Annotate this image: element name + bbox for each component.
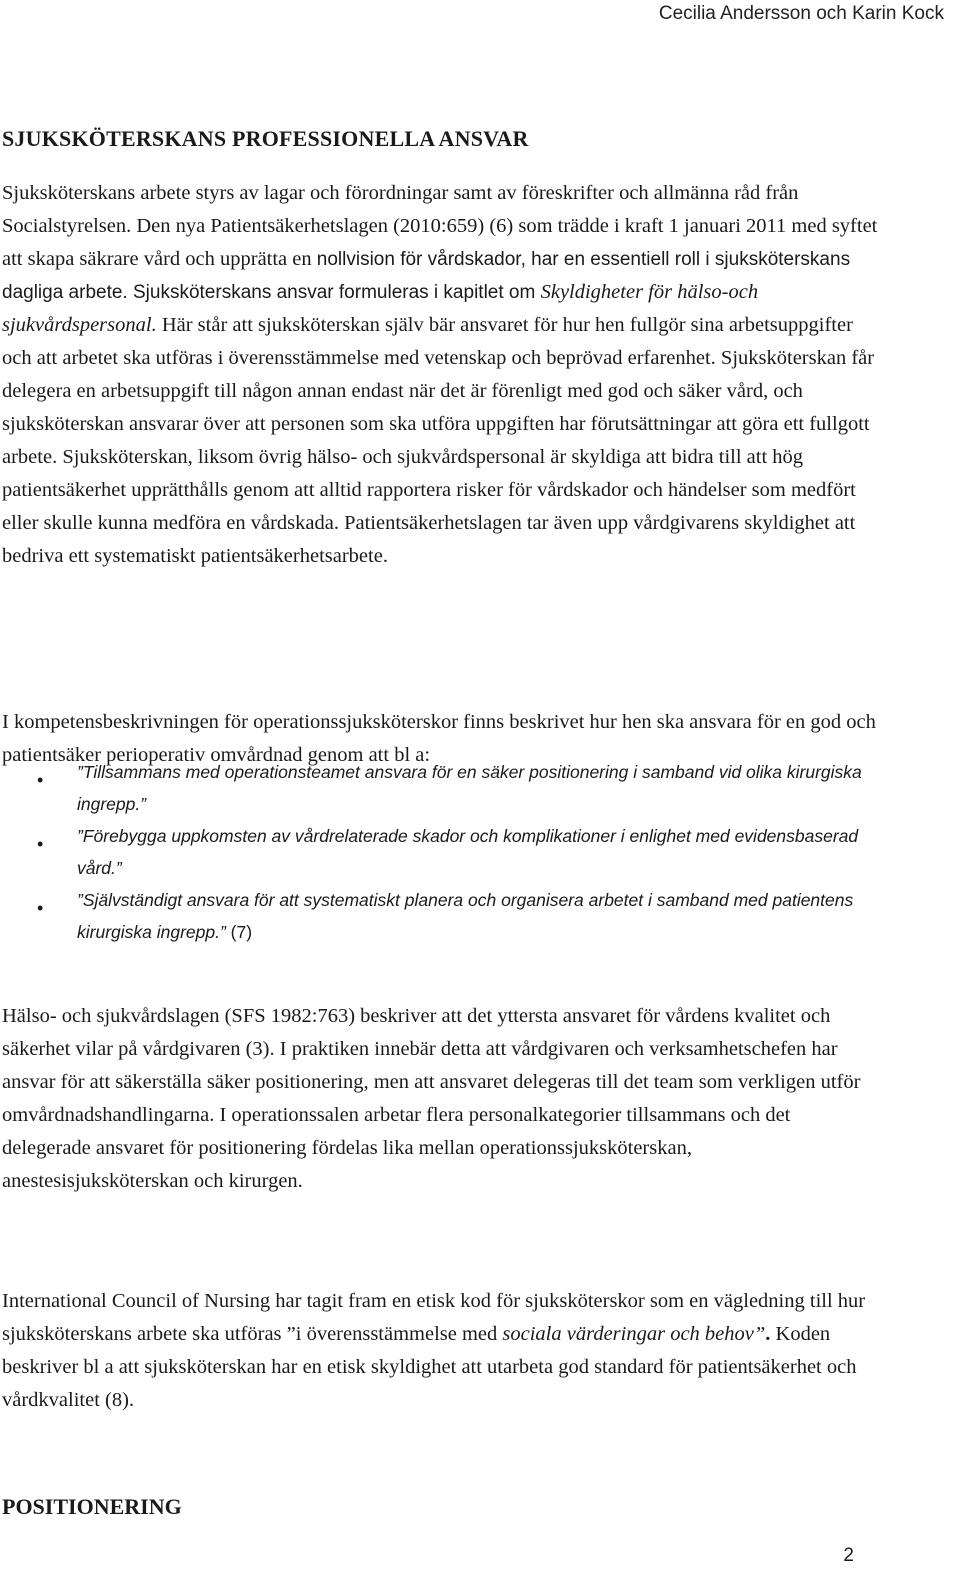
bullet-text: ”Tillsammans med operationsteamet ansvara för en säker positionering i samband vid olika kirurgiska ingrepp.” bbox=[77, 762, 862, 814]
bullet-icon: • bbox=[37, 834, 44, 854]
bullet-reference: (7) bbox=[225, 922, 253, 942]
paragraph-healthcare-law: Hälso- och sjukvårdslagen (SFS 1982:763) beskriver att det yttersta ansvaret för vårdens kvalitet och säkerhet vilar på vårdgivaren (3). I praktiken innebär detta att vårdgivaren och verksamhetschefen har ansvar för att säkerställa säker positionering, men att ansvaret delegeras till det team som verkligen utför omvårdnadshandlingarna. I operationssalen arbetar flera personalkategorier tillsammans och det delegerade ansvaret för positionering fördelas lika mellan operationssjuksköterskan, anestesisjuksköterskan och kirurgen. bbox=[2, 1005, 861, 1192]
quoted-text: sociala värderingar och behov” bbox=[502, 1323, 766, 1345]
chapter-title: Skyldigheter för hälso-och sjukvårdspersonal. bbox=[2, 281, 759, 336]
paragraph-competence: I kompetensbeskrivningen för operationssjuksköterskor finns beskrivet hur hen ska ansvara för en god och patientsäker perioperativ omvårdnad genom att bl a: bbox=[2, 711, 876, 766]
section-title: POSITIONERING bbox=[2, 1494, 182, 1519]
running-header: Cecilia Andersson och Karin Kock bbox=[658, 3, 944, 24]
section-title: SJUKSKÖTERSKANS PROFESSIONELLA ANSVAR bbox=[2, 126, 529, 151]
bullet-text: ”Självständigt ansvara för att systematiskt planera och organisera arbetet i samband med patientens kirurgiska ingrepp.” bbox=[77, 890, 854, 942]
period: . bbox=[765, 1323, 771, 1345]
paragraph-responsibility bbox=[2, 177, 882, 573]
bullet-icon: • bbox=[37, 898, 44, 918]
paragraph-text: Koden beskriver bl a att sjuksköterskan har en etisk skyldighet att utarbeta god standard för patientsäkerhet och vårdkvalitet (8). bbox=[2, 1323, 857, 1411]
paragraph-icn bbox=[2, 1285, 882, 1417]
paragraph-text: Sjuksköterskans arbete styrs av lagar och förordningar samt av föreskrifter och allmänna råd från Socialstyrelsen. Den nya Patientsäkerhetslagen (2010:659) (6) som trädde i kraft 1 januari 2011 med syftet att skapa säkrare vård och upprätta en bbox=[2, 182, 878, 270]
paragraph-text: International Council of Nursing har tagit fram en etisk kod för sjuksköterskor som en vägledning till hur sjuksköterskans arbete ska utföras ”i överensstämmelse med bbox=[2, 1290, 866, 1345]
paragraph-text: Här står att sjuksköterskan själv bär ansvaret för hur hen fullgör sina arbetsuppgifter och att arbetet ska utföras i överensstämmelse med vetenskap och beprövad erfarenhet. Sjuksköterskan får delegera en arbetsuppgift till någon annan endast när det är förenligt med god och säker vård, och sjuksköterskan ansvarar över att personen som ska utföra uppgiften har förutsättningar att göra ett fullgott arbete. Sjuksköterskan, liksom övrig hälso- och sjukvårdspersonal är skyldiga att bidra till att hög patientsäkerhet upprätthålls genom att alltid rapportera risker för vårdskador och händelser som medfört eller skulle kunna medföra en vårdskada. Patientsäkerhetslagen tar även upp vårdgivarens skyldighet att bedriva ett systematiskt patientsäkerhetsarbete. bbox=[2, 314, 875, 567]
page-number: 2 bbox=[843, 1545, 854, 1566]
bullet-list bbox=[0, 756, 900, 948]
list-item bbox=[0, 756, 900, 820]
list-item bbox=[0, 884, 900, 948]
list-item bbox=[0, 820, 900, 884]
bullet-icon: • bbox=[37, 770, 44, 790]
bullet-text: ”Förebygga uppkomsten av vårdrelaterade skador och komplikationer i enlighet med evidensbaserad vård.” bbox=[77, 826, 859, 878]
paragraph-text: nollvision för vårdskador, har en essentiell roll i sjuksköterskans dagliga arbete. Sjuksköterskans ansvar formuleras i kapitlet om bbox=[2, 249, 851, 303]
